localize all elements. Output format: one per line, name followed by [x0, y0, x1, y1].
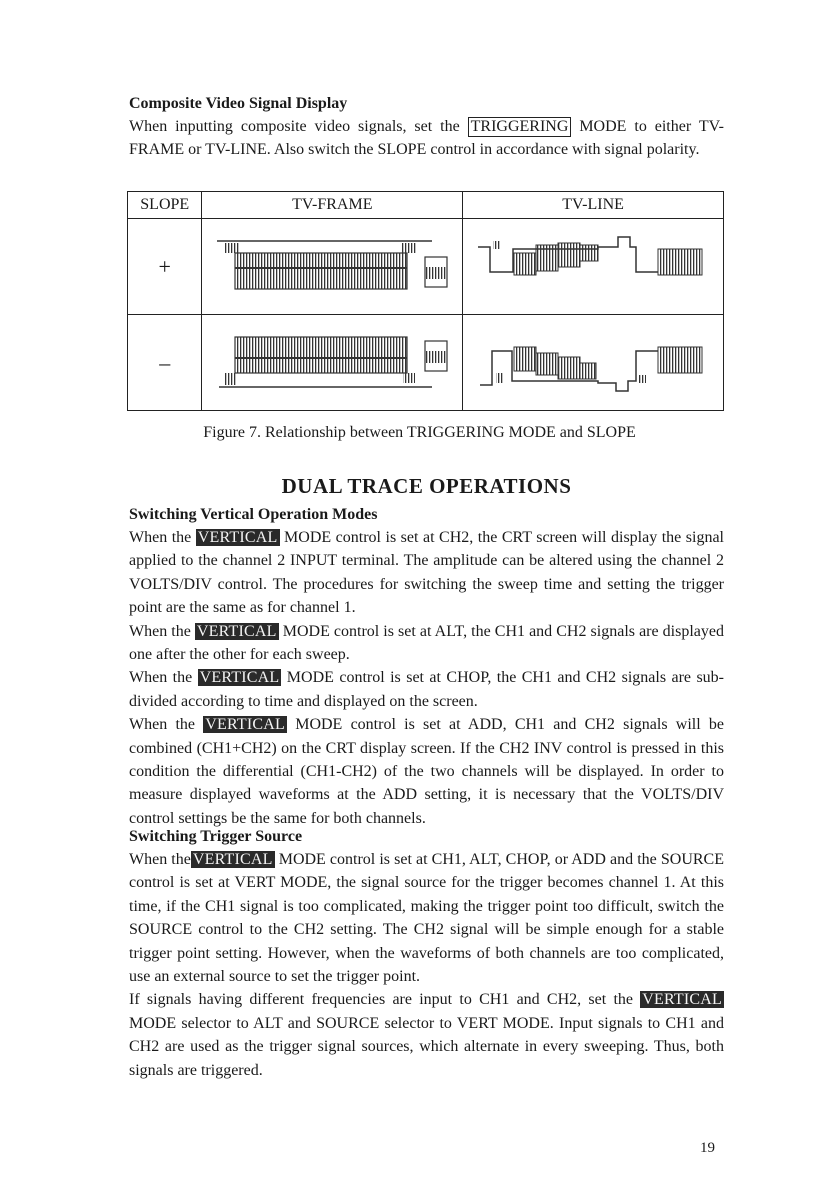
- vertical-label: VERTICAL: [196, 622, 277, 640]
- paragraph: When the VERTICAL MODE control is set at ALT, the CH1 and CH2 signals are displayed one after the other for each sweep.: [129, 622, 725, 664]
- line-negative-waveform: [468, 323, 718, 403]
- waveform-line-negative: [463, 315, 724, 411]
- slope-plus: +: [128, 219, 202, 315]
- section-heading: Switching Trigger Source: [129, 828, 303, 845]
- figure-table: [127, 191, 724, 411]
- composite-video-section: [129, 92, 724, 162]
- slope-minus: –: [128, 315, 202, 411]
- vertical-label: VERTICAL: [205, 716, 285, 734]
- paragraph: When the VERTICAL MODE control is set at CHOP, the CH1 and CH2 signals are sub-divided according to time and displayed on the screen.: [129, 669, 724, 710]
- vertical-label: VERTICAL: [199, 669, 280, 687]
- vertical-label: VERTICAL: [192, 851, 273, 868]
- waveform-frame-negative: [202, 315, 463, 411]
- header-tv-frame: TV-FRAME: [202, 192, 463, 219]
- line-positive-waveform: [468, 227, 718, 307]
- figure-caption: Figure 7. Relationship between TRIGGERING MODE and SLOPE: [203, 424, 636, 441]
- vertical-label: VERTICAL: [642, 991, 722, 1009]
- waveform-line-positive: [463, 219, 724, 315]
- frame-positive-waveform: [207, 227, 457, 307]
- table-header-row: [128, 192, 724, 219]
- header-slope: SLOPE: [128, 192, 202, 219]
- paragraph: When the VERTICAL MODE control is set at CH2, the CRT screen will display the signal applied to the channel 2 INPUT terminal. The amplitude can be altered using the channel 2 VOLTS/DIV control. The procedures for switching the sweep time and setting the trigger point are the same as for channel 1.: [129, 529, 725, 617]
- waveform-frame-positive: [202, 219, 463, 315]
- section-heading: Composite Video Signal Display: [129, 95, 348, 112]
- section-heading: Switching Vertical Operation Modes: [129, 506, 378, 523]
- vertical-label: VERTICAL: [197, 529, 278, 546]
- header-tv-line: TV-LINE: [463, 192, 724, 219]
- table-row: [128, 315, 724, 411]
- paragraph: When inputting composite video signals, set the TRIGGERING MODE to either TV-FRAME or TV-LINE. Also switch the SLOPE control in accordance with signal polarity.: [129, 118, 725, 159]
- vertical-modes-section: [129, 503, 724, 830]
- frame-negative-waveform: [207, 323, 457, 403]
- table-row: [128, 219, 724, 315]
- paragraph: When the VERTICAL MODE control is set at ADD, CH1 and CH2 signals will be combined (CH1+CH2) on the CRT display screen. If the CH2 INV control is pressed in this condition the differential (CH1-CH2) of the two channels will be displayed. In order to measure displayed waveforms at the ADD setting, it is necessary that the VOLTS/DIV control settings be the same for both channels.: [129, 716, 725, 827]
- trigger-source-section: [129, 825, 724, 1082]
- paragraph: If signals having different frequencies are input to CH1 and CH2, set the VERTICAL MODE selector to ALT and SOURCE selector to VERT MODE. Input signals to CH1 and CH2 are used as the trigger signal sources, which alternate in every sweeping. Thus, both signals are triggered.: [129, 991, 724, 1079]
- triggering-label-box: TRIGGERING: [468, 117, 572, 137]
- page-number: 19: [700, 1140, 715, 1156]
- paragraph: When the VERTICAL MODE control is set at CH1, ALT, CHOP, or ADD and the SOURCE control is set at VERT MODE, the signal source for the trigger becomes channel 1. At this time, if the CH1 signal is too complicated, making the trigger point too difficult, switch the SOURCE control to the CH2 setting. The CH2 signal will be simple enough for a stable trigger point setting. However, when the waveforms of both channels are too complicated, use an external source to set the trigger point.: [129, 851, 725, 986]
- page-title: DUAL TRACE OPERATIONS: [281, 474, 572, 498]
